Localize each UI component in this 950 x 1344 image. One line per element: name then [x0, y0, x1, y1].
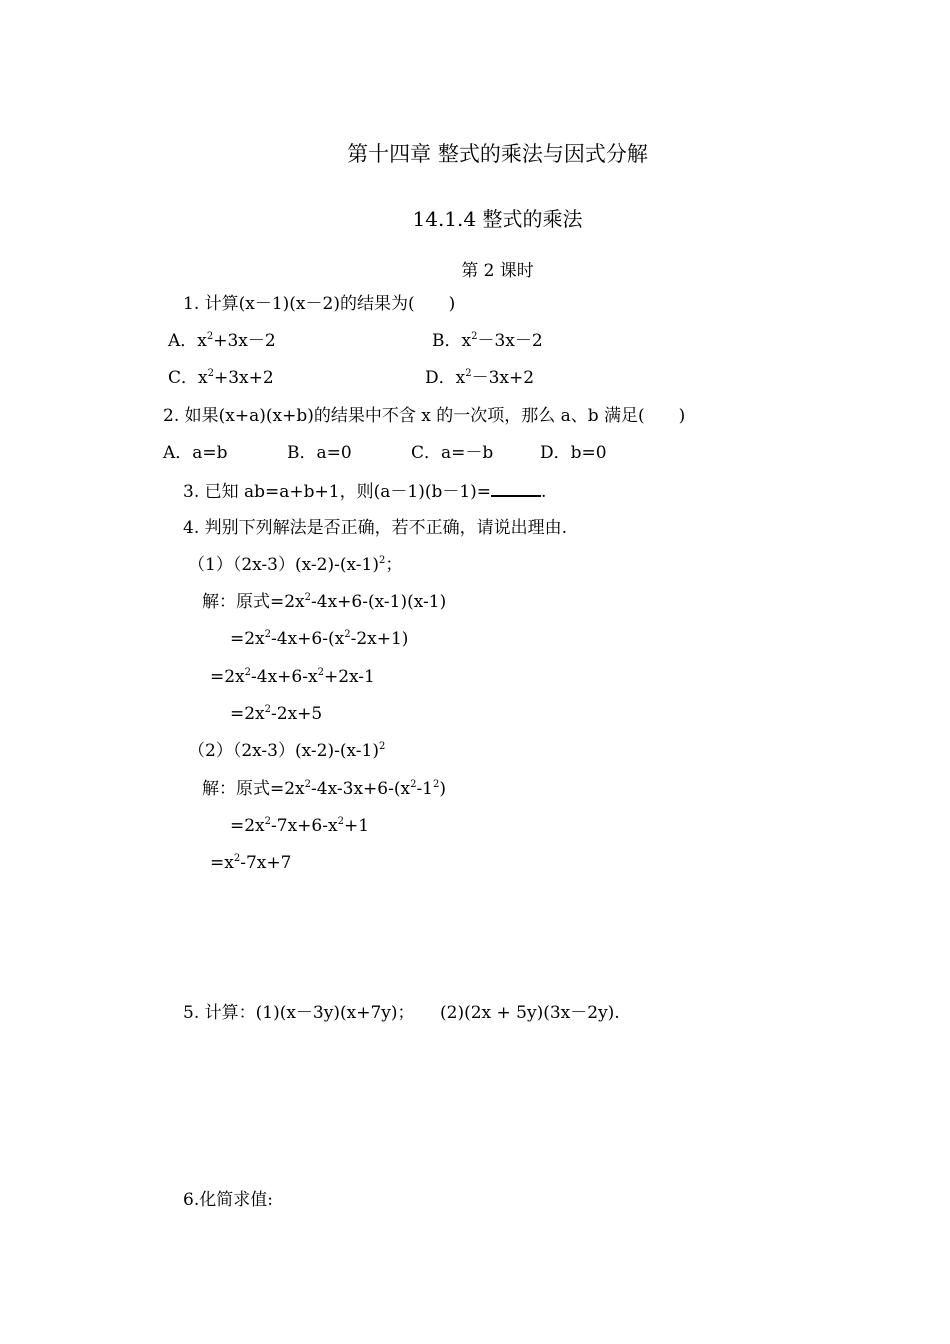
- stem-text: .: [541, 482, 547, 502]
- expression: +1: [343, 816, 370, 836]
- question-4-part-2-step-3: [210, 852, 291, 874]
- expression: =x: [210, 853, 234, 873]
- exponent: 2: [465, 368, 472, 379]
- question-2-option-d: D．b=0: [540, 443, 607, 463]
- exponent: 2: [337, 816, 344, 827]
- lesson-label: 第 2 课时: [461, 261, 534, 281]
- option-text: A．x: [168, 331, 207, 351]
- expression: -7x+6-x: [271, 816, 338, 836]
- chapter-title: 第十四章 整式的乘法与因式分解: [347, 142, 648, 166]
- question-6-stem: 6.化简求值:: [183, 1190, 273, 1210]
- expression: ): [439, 779, 447, 799]
- exponent: 2: [317, 667, 324, 678]
- exponent: 2: [433, 779, 440, 790]
- expression: +2x-1: [323, 667, 375, 687]
- exponent: 2: [304, 592, 312, 603]
- expression: =2x: [210, 667, 245, 687]
- question-4-part-1-title: [188, 554, 402, 576]
- expression: -2x+5: [271, 704, 323, 724]
- expression: -4x+6-(x-1)(x-1): [311, 592, 447, 612]
- question-2-option-a: A．a=b: [163, 443, 228, 463]
- exponent: 2: [304, 779, 312, 790]
- question-4-part-1-step-1: [202, 591, 446, 613]
- expression: 解：原式=2x: [202, 592, 305, 612]
- question-1-option-b: [432, 330, 543, 352]
- question-2-option-c: C．a=－b: [411, 443, 494, 463]
- answer-blank: [491, 479, 541, 497]
- question-3-stem: [183, 479, 546, 503]
- expression: =2x: [230, 629, 265, 649]
- option-text: +3x－2: [213, 331, 276, 351]
- expression: =2x: [230, 816, 265, 836]
- expression: 解：原式=2x: [202, 779, 305, 799]
- exponent: 2: [378, 741, 386, 752]
- expression: -4x+6-x: [251, 667, 318, 687]
- section-title: 14.1.4 整式的乘法: [412, 207, 583, 231]
- expression: （2）（2x-3）(x-2)-(x-1): [188, 741, 379, 761]
- question-4-part-2-title: [188, 740, 385, 762]
- option-text: D．x: [425, 368, 466, 388]
- question-1-option-c: [168, 367, 274, 389]
- expression: -4x-3x+6-(x: [311, 779, 411, 799]
- expression: -2x+1): [350, 629, 409, 649]
- option-text: C．x: [168, 368, 208, 388]
- question-4-part-1-step-3: [210, 666, 375, 688]
- exponent: 2: [264, 816, 272, 827]
- option-text: －3x－2: [477, 331, 543, 351]
- exponent: 2: [244, 667, 252, 678]
- option-text: －3x+2: [471, 368, 535, 388]
- question-5-stem: 5. 计算：(1)(x－3y)(x+7y)； (2)(2x + 5y)(3x－2y).: [183, 1003, 620, 1023]
- question-2-option-b: B．a=0: [287, 443, 352, 463]
- exponent: 2: [264, 629, 272, 640]
- exponent: 2: [233, 853, 241, 864]
- expression: ；: [385, 555, 403, 575]
- question-2-stem: 2. 如果(x+a)(x+b)的结果中不含 x 的一次项，那么 a、b 满足( ): [163, 406, 686, 426]
- expression: -1: [416, 779, 433, 799]
- exponent: 2: [344, 629, 351, 640]
- option-text: +3x+2: [213, 368, 274, 388]
- exponent: 2: [378, 555, 386, 566]
- question-1-stem: 1. 计算(x－1)(x－2)的结果为( ): [183, 294, 456, 314]
- exponent: 2: [410, 779, 417, 790]
- exponent: 2: [206, 331, 214, 342]
- exponent: 2: [471, 331, 478, 342]
- question-1-option-d: [425, 367, 534, 389]
- expression: -4x+6-(x: [271, 629, 345, 649]
- question-4-stem: 4. 判别下列解法是否正确，若不正确，请说出理由.: [183, 518, 568, 538]
- question-4-part-1-step-4: [230, 703, 322, 725]
- expression: （1）（2x-3）(x-2)-(x-1): [188, 555, 379, 575]
- stem-text: 3. 已知 ab=a+b+1，则(a－1)(b－1)=: [183, 482, 492, 502]
- question-4-part-1-step-2: [230, 628, 408, 650]
- exponent: 2: [207, 368, 214, 379]
- option-text: B．x: [432, 331, 472, 351]
- question-4-part-2-step-1: [202, 778, 446, 800]
- expression: -7x+7: [240, 853, 292, 873]
- question-1-option-a: [168, 330, 276, 352]
- expression: =2x: [230, 704, 265, 724]
- question-4-part-2-step-2: [230, 815, 369, 837]
- exponent: 2: [264, 704, 272, 715]
